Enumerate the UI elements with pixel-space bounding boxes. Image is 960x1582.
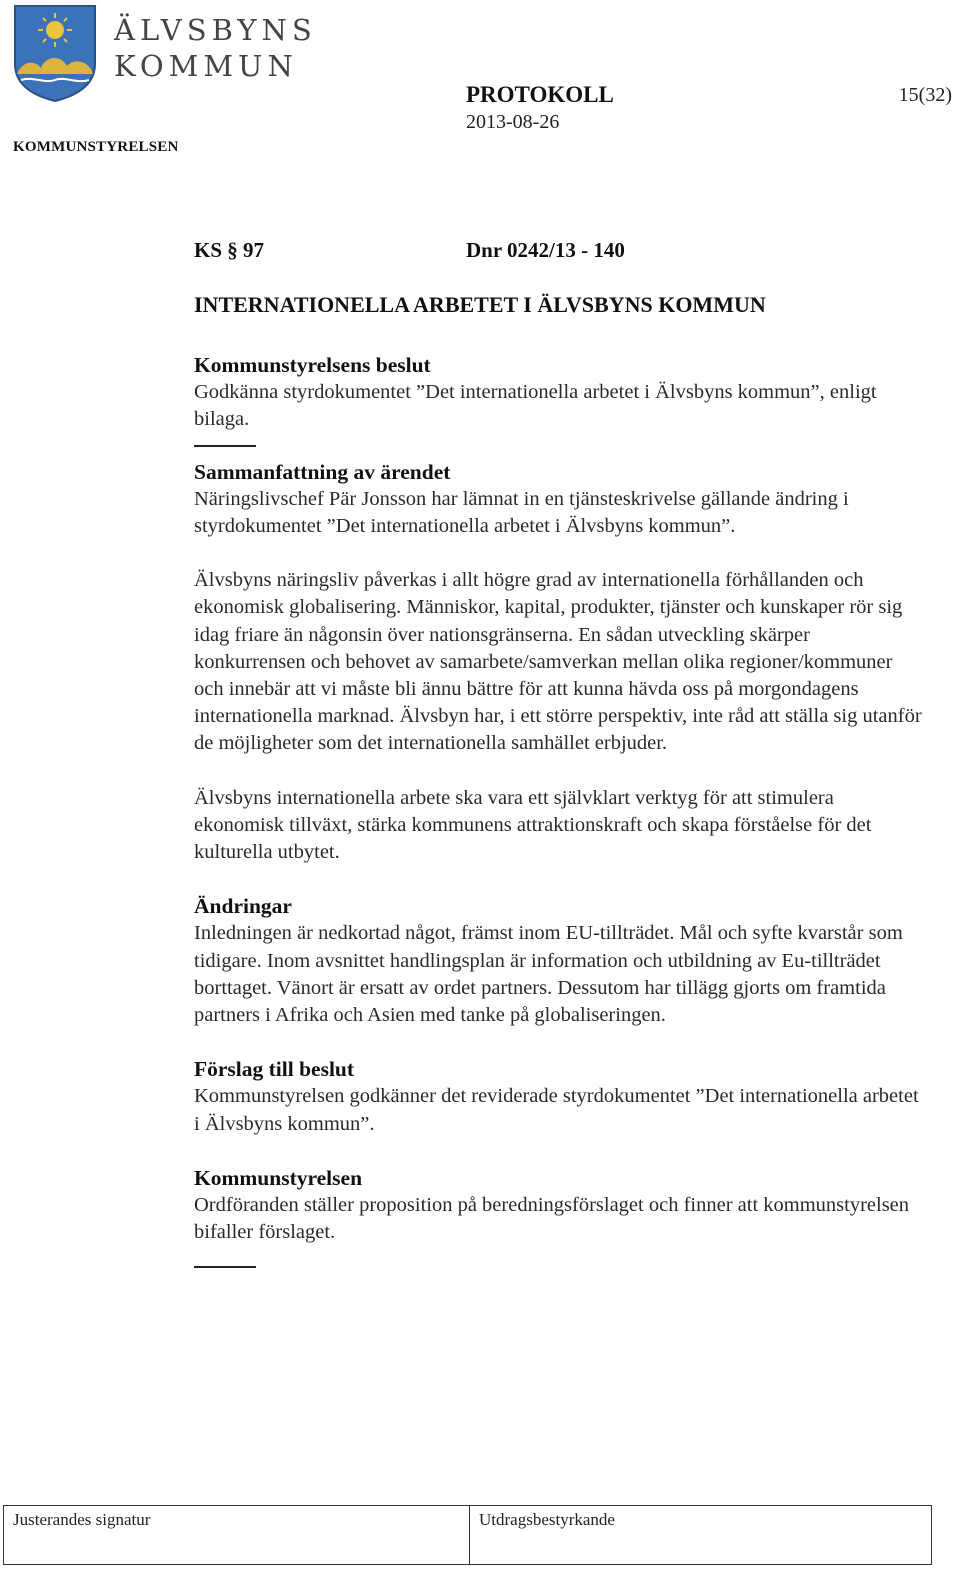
department-name: KOMMUNSTYRELSEN xyxy=(13,139,179,155)
decision-heading: Kommunstyrelsens beslut xyxy=(194,353,431,377)
logo-line-1: ÄLVSBYNS xyxy=(114,13,317,47)
document-body xyxy=(194,352,924,1280)
paragraph-number: KS § 97 xyxy=(194,238,265,262)
summary-paragraph-2: Älvsbyns näringsliv påverkas i allt högre grad av internationella förhållanden och ekonomisk globalisering. Människor, kapital, produkter, tjänster och kunskaper rör sig idag friare än någonsin över nationsgränserna. En sådan utveckling skärper konkurrensen och behovet av samarbete/samverkan mellan olika regioner/kommuner och innebär att vi måste bli ännu bättre för att kunna hävda oss på morgondagens internationella marknad. Älvsbyn har, i ett större perspektiv, inte råd att ställa sig utanför de möjligheter som det internationella samhället erbjuder. xyxy=(194,569,922,755)
page-number: 15(32) xyxy=(898,84,952,106)
proposal-text: Kommunstyrelsen godkänner det reviderade styrdokumentet ”Det internationella arbetet i Älvsbyns kommun”. xyxy=(194,1085,919,1135)
item-title: INTERNATIONELLA ARBETET I ÄLVSBYNS KOMMUN xyxy=(194,292,766,317)
signature-cell[interactable] xyxy=(4,1506,470,1564)
changes-text: Inledningen är nedkortad något, främst inom EU-tillträdet. Mål och syfte kvarstår som tidigare. Inom avsnittet handlingsplan är information och utbildning av Eu-tillträdet borttaget. Vänort är ersatt av ordet partners. Dessutom har tillägg gjorts om framtida partners i Afrika och Asien med tanke på globaliseringen. xyxy=(194,922,903,1027)
decision-text: Godkänna styrdokumentet ”Det internationella arbetet i Älvsbyns kommun”, enligt bilaga. xyxy=(194,381,877,431)
end-divider xyxy=(194,1266,256,1268)
document-date: 2013-08-26 xyxy=(466,111,560,133)
signature-label: Justerandes signatur xyxy=(13,1510,151,1529)
board-text: Ordföranden ställer proposition på beredningsförslaget och finner att kommunstyrelsen bifaller förslaget. xyxy=(194,1194,910,1244)
diary-number: Dnr 0242/13 - 140 xyxy=(466,238,625,262)
signature-table xyxy=(3,1505,932,1565)
changes-heading: Ändringar xyxy=(194,894,292,919)
extract-label: Utdragsbestyrkande xyxy=(479,1510,615,1529)
summary-paragraph-3: Älvsbyns internationella arbete ska vara ett självklart verktyg för att stimulera ekonomisk tillväxt, stärka kommunens attraktionskraft och skapa förståelse för det kulturella utbytet. xyxy=(194,786,872,864)
board-heading: Kommunstyrelsen xyxy=(194,1165,363,1190)
municipality-logo-text xyxy=(114,12,317,84)
summary-paragraph-1: Näringslivschef Pär Jonsson har lämnat in en tjänsteskrivelse gällande ändring i styrdokumentet ”Det internationella arbetet i Älvsbyns kommun”. xyxy=(194,487,849,538)
document-type: PROTOKOLL xyxy=(466,82,614,107)
extract-certification-cell[interactable] xyxy=(470,1506,931,1564)
municipality-coat-of-arms-icon xyxy=(13,4,97,102)
proposal-heading: Förslag till beslut xyxy=(194,1057,355,1082)
logo-line-2: KOMMUN xyxy=(114,49,298,83)
summary-heading: Sammanfattning av ärendet xyxy=(194,459,451,484)
section-divider xyxy=(194,445,256,447)
